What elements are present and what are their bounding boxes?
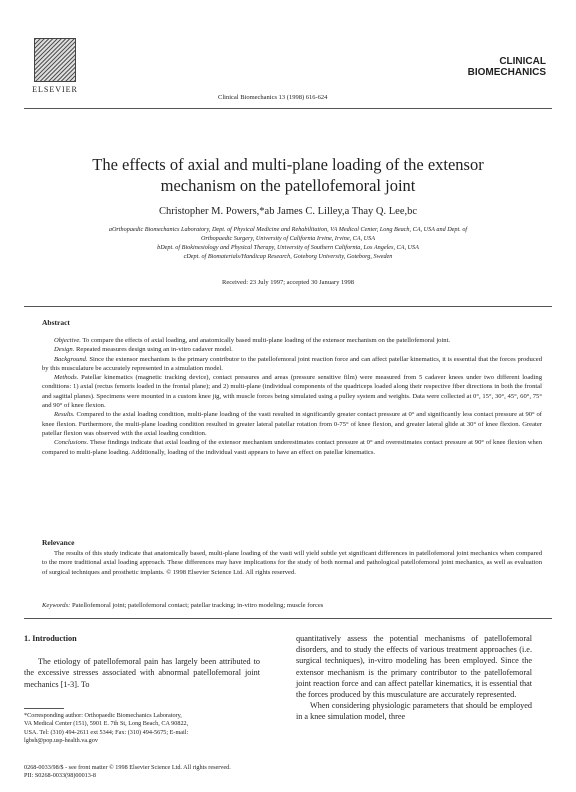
affiliation-line: aOrthopaedic Biomechanics Laboratory, Dept. of Physical Medicine and Rehabilitation, VA Medical Center, Long Beach, CA, USA and Dept. of <box>108 226 468 233</box>
brand-line-1: CLINICAL <box>499 56 546 67</box>
received-dates: Received: 23 July 1997; accepted 30 January 1998 <box>222 279 354 286</box>
introduction-paragraph-2: When considering physiologic parameters that should be employed in a knee simulation model, three <box>296 701 532 722</box>
abstract-results: Results. Compared to the axial loading condition, multi-plane loading of the vasti resulted in significantly greater contact pressure at 0° and significantly less contact pressure at 90° of knee flexion. Furthermore, the multi-plane loading condition resulted in greater lateral patellar rotation from 0-75° of knee flexion, and greater lateral glide at 30° of knee flexion. Greater patellar flexion was observed with the axial loading condition. <box>42 411 542 437</box>
abstract-heading: Abstract <box>42 318 70 327</box>
publisher-name: ELSEVIER <box>32 85 78 94</box>
abstract-methods: Methods. Patellar kinematics (magnetic tracking device), contact pressures and areas (pressure sensitive film) were measured from 5 cadaver knees under two different loading conditions: 1) axial (rectus femoris loaded in the frontal plane); and 2) multi-plane (individual components of the quadriceps loaded along their respective fiber directions in both the frontal and sagittal planes). Specimens were mounted in a custom knee jig, with muscle forces being simulated using a pulley system and weights. Data were collected at 0°, 15°, 30°, 45°, 60°, 75° and 90° of knee flexion. <box>42 374 542 410</box>
affiliations <box>40 225 536 261</box>
abstract-body <box>42 336 542 457</box>
relevance-text: The results of this study indicate that anatomically based, multi-plane loading of the vasti will yield subtle yet significant differences in patellofemoral joint mechanics when compared to the more traditional axial loading approach. These differences may have implications for the study of both normal and pathological patellofemoral joint mechanics, as well as evaluation of surgical techniques and prosthetic implants. © 1998 Elsevier Science Ltd. All rights reserved. <box>42 550 542 576</box>
corresponding-author-footnote: *Corresponding author: Orthopaedic Biomechanics Laboratory, VA Medical Center (151), 5901 E. 7th St, Long Beach, CA 90822, USA. Tel: (310) 494-2611 ext 5344; Fax: (310) 494-5675; E-mail: lgbsh@pop.usp-health.va.gov <box>24 712 189 745</box>
abstract-bottom-rule <box>24 618 552 619</box>
affiliation-line: bDept. of Biokinesiology and Physical Therapy, University of Southern California, Los Angeles, CA, USA <box>157 244 419 251</box>
issn-line: 0268-0033/98/$ - see front matter © 1998 Elsevier Science Ltd. All rights reserved. PII: S0268-0033(98)00013-8 <box>24 764 231 780</box>
journal-brand <box>468 56 546 78</box>
brand-line-2: BIOMECHANICS <box>467 67 546 78</box>
article-title <box>40 154 536 196</box>
footnote-rule <box>24 708 64 709</box>
abstract-background: Background. Since the extensor mechanism is the primary contributor to the patellofemoral joint reaction force and can affect patellar kinematics, it is essential that the forces produced by this musculature be accurately represented in a simulation model. <box>42 355 542 372</box>
abstract-top-rule <box>24 306 552 307</box>
author-list: Christopher M. Powers,*ab James C. Lilley,a Thay Q. Lee,bc <box>158 206 418 217</box>
introduction-heading: 1. Introduction <box>24 634 77 643</box>
introduction-continued: quantitatively assess the potential mechanisms of patellofemoral disorders, and to study the effects of various treatment approaches (i.e. surgical techniques), in-vitro modeling has been employed. Since the extensor mechanism is the primary contributor to the patellofemoral joint reaction force and can affect patellar kinematics, it is essential that the forces produced by this musculature are accurately represented. <box>296 634 532 700</box>
abstract-design: Design. Repeated measures design using an in-vitro cadaver model. <box>54 346 233 354</box>
title-line-1: The effects of axial and multi-plane loading of the extensor <box>92 155 484 174</box>
elsevier-logo <box>24 38 86 94</box>
introduction-paragraph: The etiology of patellofemoral pain has largely been attributed to the excessive stresses associated with abnormal patellofemoral joint mechanics [1-3]. To <box>24 657 260 689</box>
right-column <box>296 633 532 723</box>
abstract-conclusions: Conclusions. These findings indicate that axial loading of the extensor mechanism underestimates contact pressure at 0° and overestimates contact pressure at 90° of knee flexion when compared to multi-plane loading. Additionally, loading of the individual vasti appears to have an effect on patellar kinematics. <box>42 439 542 456</box>
elsevier-tree-icon <box>34 38 76 82</box>
journal-citation: Clinical Biomechanics 13 (1998) 616-624 <box>218 94 328 101</box>
affiliation-line: cDept. of Biomaterials/Handicap Research, Goteborg University, Goteborg, Sweden <box>183 253 393 260</box>
keywords: Keywords: Patellofemoral joint; patellofemoral contact; patellar tracking; in-vitro modeling; muscle forces <box>42 602 324 609</box>
relevance-heading: Relevance <box>42 538 75 547</box>
affiliation-line: Orthopaedic Surgery, University of California Irvine, Irvine, CA, USA <box>200 235 376 242</box>
header-rule <box>24 108 552 109</box>
title-line-2: mechanism on the patellofemoral joint <box>160 176 416 195</box>
left-column <box>24 633 260 690</box>
abstract-objective: Objective. To compare the effects of axial loading, and anatomically based multi-plane loading of the extensor mechanism on the patellofemoral joint. <box>54 337 451 344</box>
